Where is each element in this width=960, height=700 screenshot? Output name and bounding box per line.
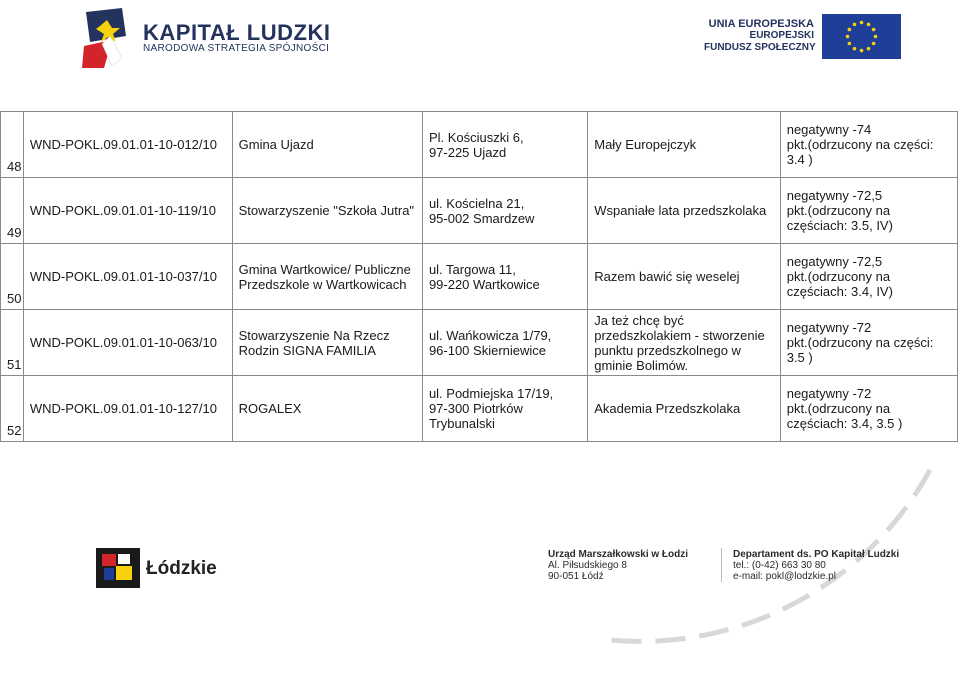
office-address bbox=[548, 549, 688, 582]
row-number: 49 bbox=[1, 178, 24, 244]
ue-line2: EUROPEJSKI bbox=[749, 30, 814, 41]
lodzkie-name: Łódzkie bbox=[146, 558, 217, 579]
eu-star-icon bbox=[848, 42, 852, 46]
row-number: 52 bbox=[1, 376, 24, 442]
evaluation-status: negatywny -74 pkt.(odrzucony na części: 3.4 ) bbox=[780, 112, 957, 178]
ue-line3: FUNDUSZ SPOŁECZNY bbox=[704, 42, 816, 53]
eu-flag-icon bbox=[822, 14, 901, 59]
results-table bbox=[0, 111, 958, 442]
project-title: Mały Europejczyk bbox=[588, 112, 780, 178]
table-row bbox=[1, 376, 958, 442]
applicant-name: ROGALEX bbox=[232, 376, 422, 442]
row-number: 50 bbox=[1, 244, 24, 310]
evaluation-status: negatywny -72,5 pkt.(odrzucony na częściach: 3.4, IV) bbox=[780, 244, 957, 310]
office-name: Urząd Marszałkowski w Łodzi bbox=[548, 549, 689, 560]
table-row bbox=[1, 112, 958, 178]
applicant-name: Stowarzyszenie Na Rzecz Rodzin SIGNA FAMILIA bbox=[232, 310, 422, 376]
applicant-address: ul. Targowa 11, 99-220 Wartkowice bbox=[422, 244, 587, 310]
ue-text-block bbox=[704, 18, 814, 54]
applicant-address: ul. Wańkowicza 1/79, 96-100 Skierniewice bbox=[422, 310, 587, 376]
eu-star-icon bbox=[860, 21, 864, 25]
application-code: WND-POKL.09.01.01-10-037/10 bbox=[23, 244, 232, 310]
evaluation-status: negatywny -72 pkt.(odrzucony na części: 3.5 ) bbox=[780, 310, 957, 376]
eu-star-icon bbox=[853, 23, 857, 27]
kl-subtitle: NARODOWA STRATEGIA SPÓJNOŚCI bbox=[143, 43, 330, 54]
eu-star-icon bbox=[867, 23, 871, 27]
lodzkie-logo-icon bbox=[96, 548, 140, 588]
application-code: WND-POKL.09.01.01-10-119/10 bbox=[23, 178, 232, 244]
ue-line1: UNIA EUROPEJSKA bbox=[708, 18, 814, 30]
applicant-address: ul. Kościelna 21, 95-002 Smardzew bbox=[422, 178, 587, 244]
eu-star-icon bbox=[872, 42, 876, 46]
row-number: 51 bbox=[1, 310, 24, 376]
applicant-name: Gmina Wartkowice/ Publiczne Przedszkole w Wartkowicach bbox=[232, 244, 422, 310]
eu-star-icon bbox=[860, 49, 864, 53]
footer-divider bbox=[721, 548, 722, 582]
eu-star-icon bbox=[848, 28, 852, 32]
applicant-name: Gmina Ujazd bbox=[232, 112, 422, 178]
department-email: e-mail: pokl@lodzkie.pl bbox=[733, 571, 836, 582]
eu-star-icon bbox=[867, 47, 871, 51]
project-title: Akademia Przedszkolaka bbox=[588, 376, 780, 442]
department-phone: tel.: (0-42) 663 30 80 bbox=[733, 560, 826, 571]
applicant-name: Stowarzyszenie "Szkoła Jutra" bbox=[232, 178, 422, 244]
applicant-address: ul. Podmiejska 17/19, 97-300 Piotrków Trybunalski bbox=[422, 376, 587, 442]
office-street: Al. Piłsudskiego 8 bbox=[548, 560, 627, 571]
kl-title: KAPITAŁ LUDZKI bbox=[143, 20, 331, 45]
eu-star-icon bbox=[872, 28, 876, 32]
eu-star-icon bbox=[874, 35, 878, 39]
office-city: 90-051 Łódź bbox=[548, 571, 604, 582]
application-code: WND-POKL.09.01.01-10-127/10 bbox=[23, 376, 232, 442]
department-name: Departament ds. PO Kapitał Ludzki bbox=[733, 549, 900, 560]
table-row bbox=[1, 310, 958, 376]
project-title: Wspaniałe lata przedszkolaka bbox=[588, 178, 780, 244]
project-title: Ja też chcę być przedszkolakiem - stworzenie punktu przedszkolnego w gminie Bolimów. bbox=[588, 310, 780, 376]
evaluation-status: negatywny -72 pkt.(odrzucony na częściach: 3.4, 3.5 ) bbox=[780, 376, 957, 442]
evaluation-status: negatywny -72,5 pkt.(odrzucony na częściach: 3.5, IV) bbox=[780, 178, 957, 244]
project-title: Razem bawić się weselej bbox=[588, 244, 780, 310]
application-code: WND-POKL.09.01.01-10-063/10 bbox=[23, 310, 232, 376]
table-row bbox=[1, 244, 958, 310]
results-table-body bbox=[1, 112, 958, 442]
application-code: WND-POKL.09.01.01-10-012/10 bbox=[23, 112, 232, 178]
applicant-address: Pl. Kościuszki 6, 97-225 Ujazd bbox=[422, 112, 587, 178]
eu-star-icon bbox=[853, 47, 857, 51]
department-contact bbox=[733, 549, 899, 582]
row-number: 48 bbox=[1, 112, 24, 178]
table-row bbox=[1, 178, 958, 244]
eu-star-icon bbox=[846, 35, 850, 39]
